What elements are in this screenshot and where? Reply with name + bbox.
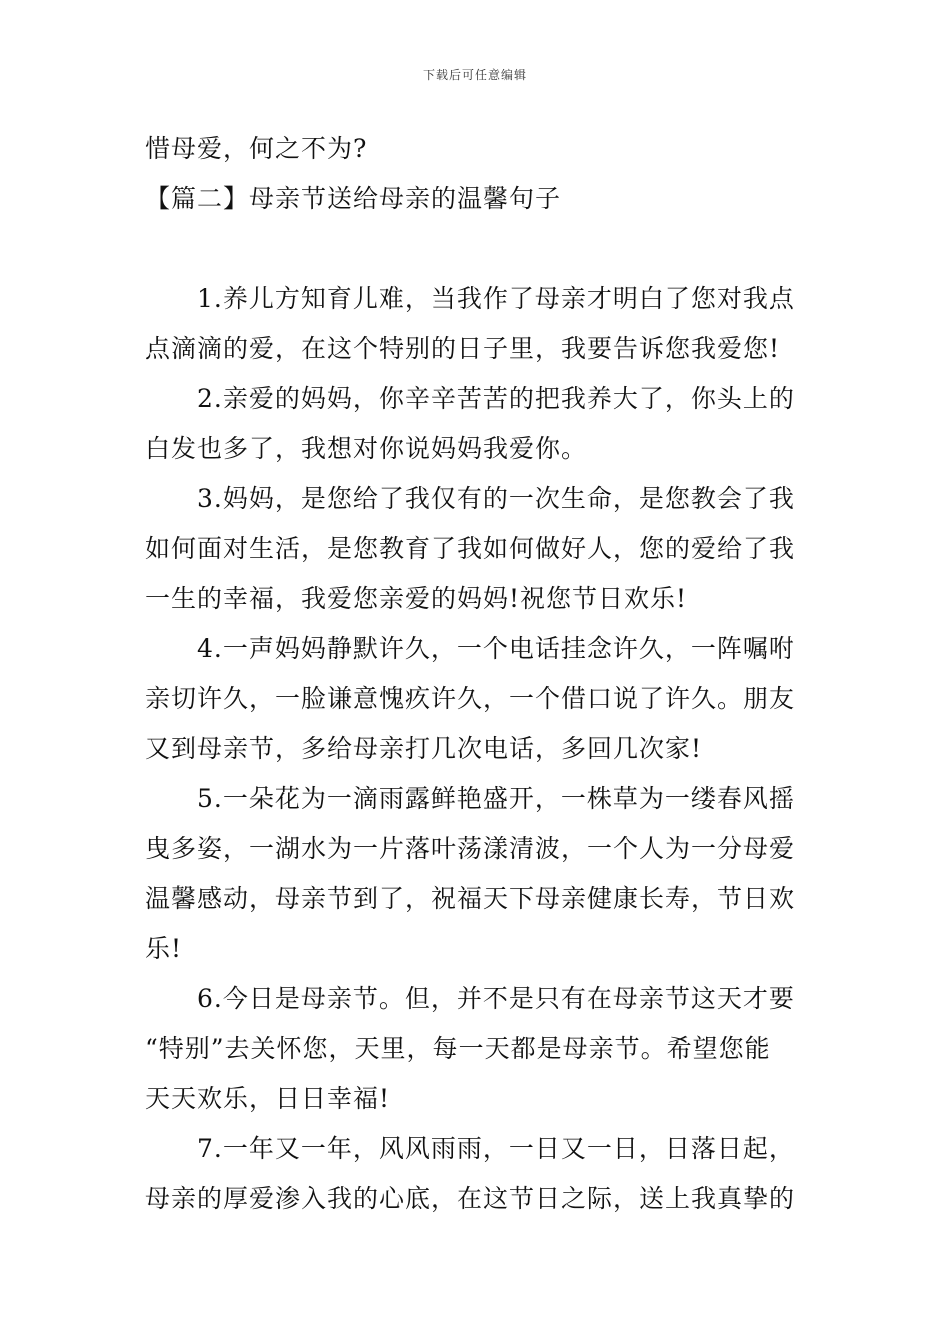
blank-line: [145, 224, 810, 274]
item-2-line-2: 白发也多了，我想对你说妈妈我爱你。: [145, 434, 588, 463]
item-3-line-1: 3.妈妈，是您给了我仅有的一次生命，是您教会了我: [197, 484, 795, 513]
item-5-line-1: 5.一朵花为一滴雨露鲜艳盛开，一株草为一缕春风摇: [197, 784, 795, 813]
item-3-line-3: 一生的幸福，我爱您亲爱的妈妈!祝您节日欢乐!: [145, 584, 688, 613]
item-7-line-1: 7.一年又一年，风风雨雨，一日又一日，日落日起，: [197, 1134, 795, 1163]
item-1-line-2: 点滴滴的爱，在这个特别的日子里，我要告诉您我爱您!: [145, 334, 781, 363]
item-1-line-1: 1.养儿方知育儿难，当我作了母亲才明白了您对我点: [197, 284, 795, 313]
item-7-line-2: 母亲的厚爱渗入我的心底，在这节日之际，送上我真挚的: [145, 1184, 796, 1213]
item-4-line-2: 亲切许久，一脸谦意愧疚许久，一个借口说了许久。朋友: [145, 684, 796, 713]
item-4-line-3: 又到母亲节，多给母亲打几次电话，多回几次家!: [145, 734, 703, 763]
section-heading: 【篇二】母亲节送给母亲的温馨句子: [145, 184, 562, 213]
item-5-line-4: 乐!: [145, 934, 183, 963]
page-header-watermark: 下载后可任意编辑: [422, 68, 527, 82]
item-6-line-2: “特别”去关怀您，天里，每一天都是母亲节。希望您能: [145, 1034, 771, 1063]
paragraph-line: 惜母爱，何之不为?: [145, 134, 368, 163]
item-5-line-2: 曳多姿，一湖水为一片落叶荡漾清波，一个人为一分母爱: [145, 834, 796, 863]
item-2-line-1: 2.亲爱的妈妈，你辛辛苦苦的把我养大了，你头上的: [197, 384, 795, 413]
item-6-line-1: 6.今日是母亲节。但，并不是只有在母亲节这天才要: [197, 984, 795, 1013]
item-6-line-3: 天天欢乐，日日幸福!: [145, 1084, 391, 1113]
item-5-line-3: 温馨感动，母亲节到了，祝福天下母亲健康长寿，节日欢: [145, 884, 796, 913]
document-body: [145, 124, 810, 1224]
item-3-line-2: 如何面对生活，是您教育了我如何做好人，您的爱给了我: [145, 534, 796, 563]
item-4-line-1: 4.一声妈妈静默许久，一个电话挂念许久，一阵嘱咐: [197, 634, 795, 663]
